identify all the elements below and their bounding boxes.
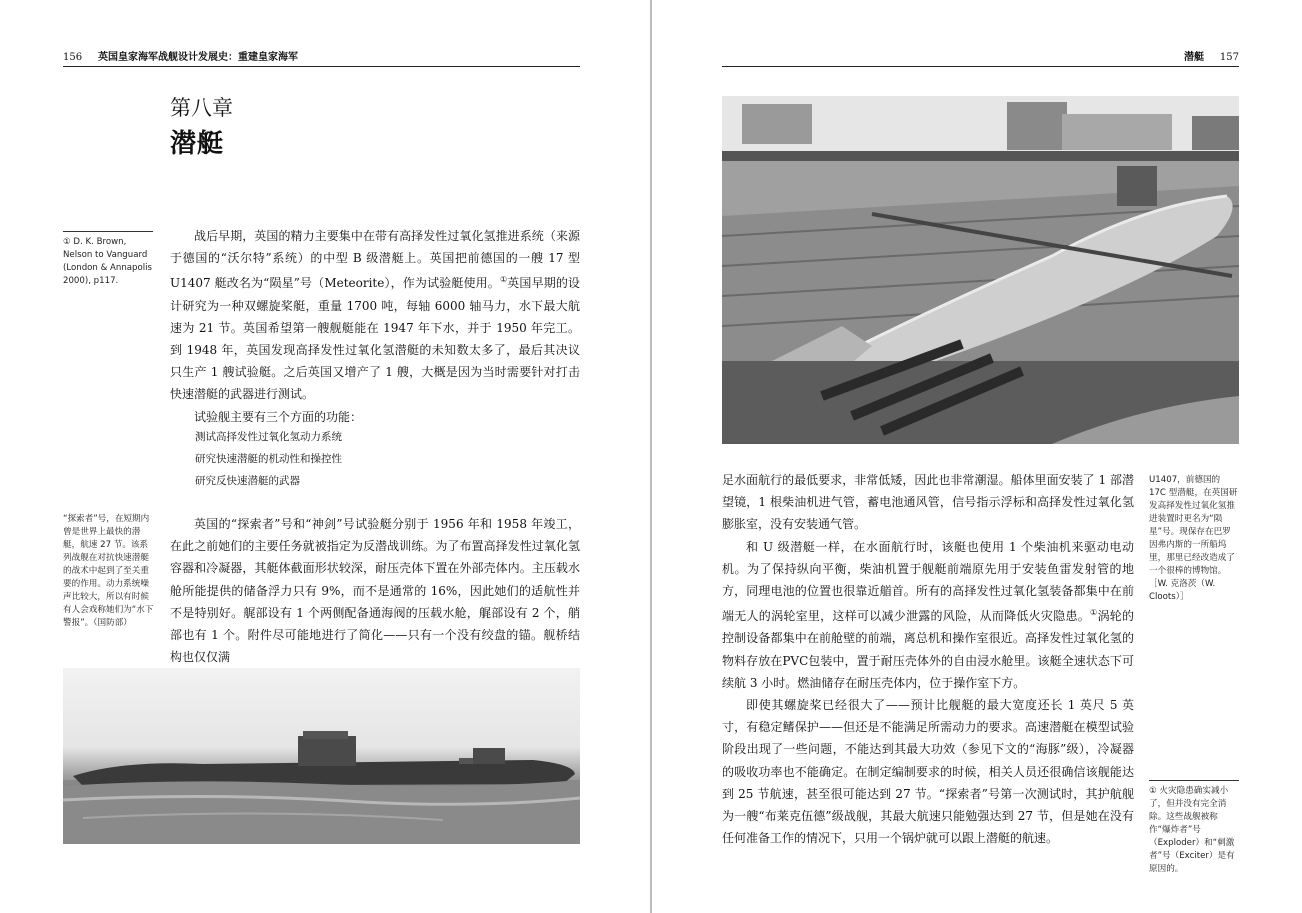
function-list [195, 426, 575, 492]
right-running-head: 潜艇 [1184, 52, 1204, 63]
right-page [652, 0, 1302, 913]
right-photo-caption: U1407，前德国的 17C 型潜艇，在英国研发高择发性过氧化氢推进装置时更名为“陨星”号。现保存在巴罗因弗内斯的一所船坞里，那里已经改造成了一个很棒的博物馆。［W. 克洛茨（W. Cloots）］ [1149, 475, 1238, 602]
left-footnote: ① D. K. Brown, Nelson to Vanguard (London & Annapolis 2000), p117. [63, 231, 153, 288]
paragraph: 试验舰主要有三个方面的功能： [194, 409, 363, 424]
right-running-header [722, 48, 1239, 67]
footnote-ref: ① [1090, 608, 1098, 618]
right-body [722, 469, 1134, 849]
chapter-number: 第八章 [170, 96, 233, 120]
paragraph: 足水面航行的最低要求，非常低矮，因此也非常潮湿。船体里面安装了 1 部潜望镜，1 根柴油机进气管，蓄电池通风管，信号指示浮标和高择发性过氧化氢膨胀室，没有安装通气管。 [722, 473, 1134, 532]
right-footnote: ① 火灾隐患确实减小了，但并没有完全消除。这些战舰被称作“爆炸者”号（Exploder）和“刺激者”号（Exciter）是有原因的。 [1149, 780, 1239, 876]
paragraph-text: 和 U 级潜艇一样，在水面航行时，该艇也使用 1 个柴油机来驱动电动机。为了保持纵向平衡，柴油机置于舰艇前端原先用于安装鱼雷发射管的地方，同理电池的位置也很靠近艏首。所有的高择发性过氧化氢装备都集中在前端无人的涡轮室里，这样可以减少泄露的风险，从而降低火灾隐患。 [722, 539, 1134, 624]
paragraph: 英国的“探索者”号和“神剑”号试验艇分别于 1956 年和 1958 年竣工，在此之前她们的主要任务就被指定为反潜战训练。为了布置高择发性过氧化氢容器和冷凝器，其艇体截面形状较深，耐压壳体下置在外部壳体内。主压载水舱所能提供的储备浮力只有 9%，而不是通常的 16%，因此她们的适航性并不是特别好。艉部设有 1 个两侧配备通海阀的压载水舱，艉部设有 2 个，艄部也有 1 个。附件尽可能地进行了简化——只有一个没有绞盘的锚。舰桥结构也仅仅满 [170, 517, 580, 665]
submarine-illustration [63, 668, 580, 844]
left-body-2 [170, 513, 580, 668]
list-item: 研究快速潜艇的机动性和操控性 [195, 453, 342, 465]
chapter-title: 潜艇 [170, 129, 225, 159]
paragraph [722, 536, 1134, 694]
left-running-head: 英国皇家海军战舰设计发展史：重建皇家海军 [98, 52, 298, 63]
drydock-illustration [722, 96, 1239, 444]
list-item: 测试高择发性过氧化氢动力系统 [195, 431, 342, 443]
left-page-number: 156 [63, 52, 83, 63]
left-running-header [63, 48, 580, 67]
left-header-text [63, 48, 298, 63]
right-header-text [1184, 48, 1239, 63]
submarine-photo-drydock [722, 96, 1239, 444]
paragraph: 即使其螺旋桨已经很大了——预计比舰艇的最大宽度还长 1 英尺 5 英寸，有稳定鳍保护——但还是不能满足所需动力的要求。高速潜艇在模型试验阶段出现了一些问题，不能达到其最大功效（参见下文的“海豚”级），冷凝器的吸收功率也不能确定。在制定编制要求的时候，相关人员还很确信该舰能达到 25 节航速，甚至很可能达到 27 节。“探索者”号第一次测试时，其护航舰为一艘“布莱克伍德”级战舰，其最大航速只能勉强达到 27 节，但是她在没有任何准备工作的情况下，只用一个锅炉就可以跟上潜艇的航速。 [722, 698, 1134, 846]
list-item: 研究反快速潜艇的武器 [195, 475, 300, 487]
right-page-number: 157 [1219, 52, 1239, 63]
paragraph-text: 涡轮的控制设备都集中在前舱壁的前端，离总机和操作室很近。高择发性过氧化氢的物料存放在PVC包装中，置于耐压壳体外的自由浸水舱里。该艇全速状态下可续航 3 小时。燃油储存在耐压壳体内，位于操作室下方。 [722, 609, 1134, 690]
left-photo-caption: “探索者”号，在短期内曾是世界上最快的潜艇，航速 27 节。该系列战舰在对抗快速潜艇的战术中起到了至关重要的作用。动力系统噪声比较大，所以有时候有人会戏称她们为“水下警报”。（国防部） [63, 514, 154, 628]
paragraph-text: 英国早期的设计研究为一种双螺旋桨艇，重量 1700 吨，每轴 6000 轴马力，水下最大航速为 21 节。英国希望第一艘舰艇能在 1947 年下水，并于 1950 年完工。到 1948 年，英国发现高择发性过氧化氢潜艇的未知数太多了，最后其决议只生产 1 艘试验艇。之后英国又增产了 1 艘，大概是因为当时需要针对打击快速潜艇的武器进行测试。 [170, 276, 581, 402]
submarine-photo-explorer [63, 668, 580, 844]
footnote-ref: ① [499, 275, 508, 285]
paragraph-text: 战后早期，英国的精力主要集中在带有高择发性过氧化氢推进系统（来源于德国的“沃尔特”系统）的中型 B 级潜艇上。英国把前德国的一艘 17 型 U1407 艇改名为“陨星”号（Meteorite），作为试验艇使用。 [170, 229, 580, 291]
left-body-1 [170, 225, 580, 428]
left-page [0, 0, 650, 913]
paragraph [170, 225, 580, 406]
